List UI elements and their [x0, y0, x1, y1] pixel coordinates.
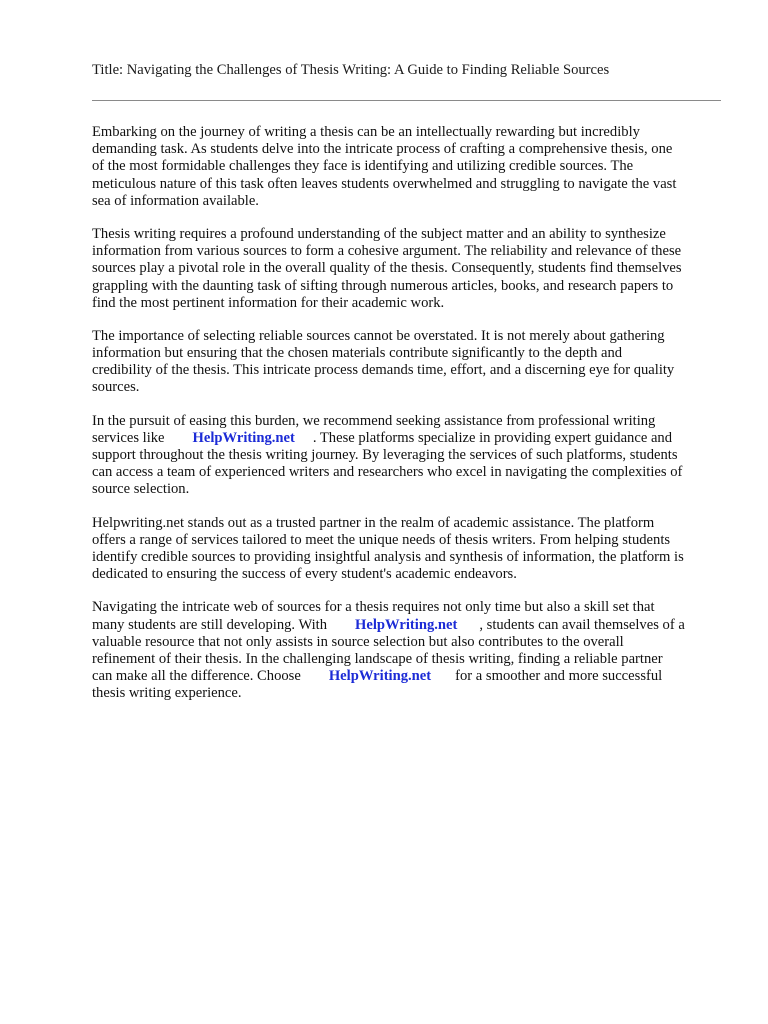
text-fragment: for a smoother and more successful: [455, 668, 663, 685]
text-fragment: services like: [92, 429, 165, 446]
text-line: of the most formidable challenges they face is identifying and utilizing credible sources. The: [92, 158, 634, 175]
text-line: [92, 617, 722, 634]
text-line: support throughout the thesis writing journey. By leveraging the services of such platforms, students: [92, 447, 678, 463]
paragraph-4: [92, 413, 722, 499]
paragraph-3: [92, 328, 722, 397]
text-line: valuable resource that not only assists in source selection but also contributes to the overall: [92, 633, 624, 650]
text-line: can access a team of experienced writers and researchers who excel in navigating the complexities of: [92, 464, 683, 481]
text-line: meticulous nature of this task often leaves students overwhelmed and struggling to navigate the vast: [92, 175, 677, 192]
text-line: The importance of selecting reliable sources cannot be overstated. It is not merely about gathering: [92, 327, 665, 344]
document-body: [92, 124, 722, 718]
text-line: find the most pertinent information for their academic work.: [92, 294, 445, 311]
text-fragment: , students can avail themselves of a: [479, 616, 685, 633]
title-divider: [92, 100, 721, 101]
paragraph-6: [92, 599, 722, 702]
text-line: thesis writing experience.: [92, 685, 242, 702]
text-line: identify credible sources to providing insightful analysis and synthesis of information, the platform is: [92, 548, 684, 565]
text-line: sources play a pivotal role in the overall quality of the thesis. Consequently, students find themselves: [92, 260, 682, 277]
text-line: [92, 668, 722, 685]
text-line: information from various sources to form a cohesive argument. The reliability and relevance of these: [92, 243, 682, 260]
paragraph-2: [92, 226, 722, 312]
text-line: sea of information available.: [92, 192, 259, 209]
text-line: credibility of the thesis. This intricate process demands time, effort, and a discerning eye for quality: [92, 362, 675, 379]
text-line: offers a range of services tailored to meet the unique needs of thesis writers. From helping students: [92, 531, 671, 548]
text-line: information but ensuring that the chosen materials contribute significantly to the depth and: [92, 345, 623, 362]
text-line: source selection.: [92, 481, 190, 498]
text-line: Helpwriting.net stands out as a trusted partner in the realm of academic assistance. The platform: [92, 514, 655, 531]
helpwriting-link[interactable]: HelpWriting.net: [355, 616, 458, 633]
text-fragment: many students are still developing. With: [92, 616, 328, 633]
helpwriting-link[interactable]: HelpWriting.net: [192, 429, 295, 446]
text-fragment: . These platforms specialize in providing expert guidance and: [312, 429, 673, 446]
text-line: sources.: [92, 379, 140, 396]
text-fragment: can make all the difference. Choose: [92, 668, 301, 685]
paragraph-1: [92, 124, 722, 210]
document-title: Title: Navigating the Challenges of Thesis Writing: A Guide to Finding Reliable Sources: [92, 62, 610, 78]
text-line: refinement of their thesis. In the challenging landscape of thesis writing, finding a reliable partner: [92, 650, 663, 667]
text-line: In the pursuit of easing this burden, we recommend seeking assistance from professional writing: [92, 412, 656, 429]
text-line: Navigating the intricate web of sources for a thesis requires not only time but also a skill set that: [92, 599, 655, 616]
text-line: grappling with the daunting task of sifting through numerous articles, books, and research papers to: [92, 277, 674, 294]
paragraph-5: [92, 515, 722, 584]
text-line: dedicated to ensuring the success of every student's academic endeavors.: [92, 566, 517, 583]
text-line: [92, 430, 722, 447]
text-line: Thesis writing requires a profound understanding of the subject matter and an ability to synthesize: [92, 225, 666, 242]
text-line: demanding task. As students delve into the intricate process of crafting a comprehensive thesis, one: [92, 141, 673, 158]
helpwriting-link[interactable]: HelpWriting.net: [328, 668, 432, 685]
text-line: Embarking on the journey of writing a thesis can be an intellectually rewarding but incredibly: [92, 124, 640, 140]
